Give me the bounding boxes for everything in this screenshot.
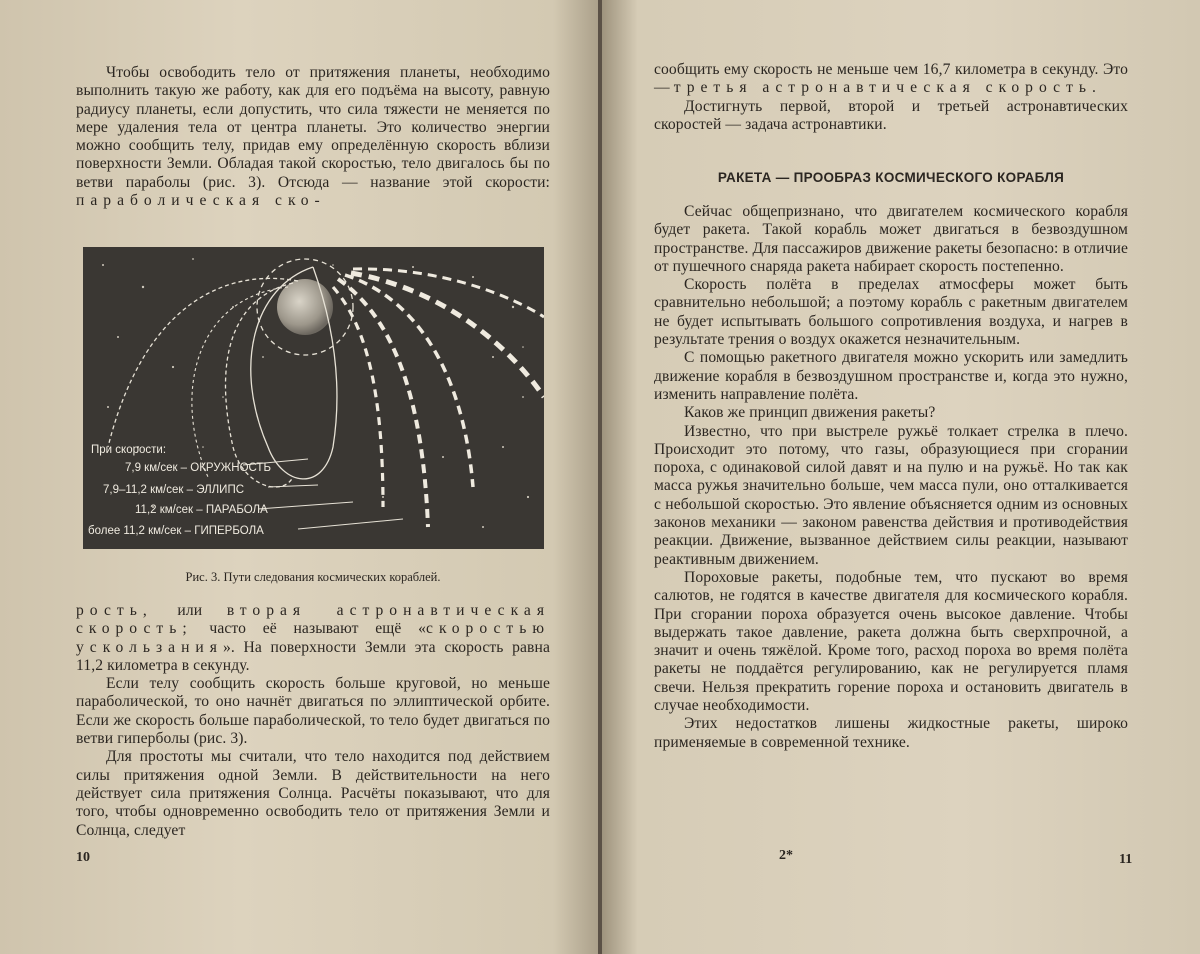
figure-caption: Рис. 3. Пути следования космических кораблей. [185, 570, 441, 584]
figure-label-hyperbola: более 11,2 км/сек – ГИПЕРБОЛА [88, 525, 264, 537]
paragraph: Скорость полёта в пределах атмосферы может быть сравнительно небольшой; а поэтому корабль с ракетным двигателем не будет испытывать большого сопротивления воздуха, и нагрев в результате трения о воздух окажется незначительным. [654, 276, 1128, 349]
figure-orbits [83, 247, 544, 549]
left-text-bottom [76, 602, 550, 840]
paragraph: Если телу сообщить скорость больше круговой, но меньше параболической, то оно начнёт двигаться по эллиптической орбите. Если же скорость больше параболической, то тело будет двигаться по ветви гиперболы (рис. 3). [76, 675, 550, 748]
spaced-term: рость, [76, 602, 153, 619]
paragraph [654, 61, 1128, 98]
page-number: 11 [1119, 852, 1133, 867]
figure-label-ellipse: 7,9–11,2 км/сек – ЭЛЛИПС [103, 484, 245, 496]
paragraph-text: ». На поверхности Земли эта скорость равна 11,2 километра в секунду. [76, 638, 550, 674]
left-text-top [76, 64, 550, 210]
paragraph-text: Чтобы освободить тело от притяжения планеты, необходимо выполнить такую же работу, как для его подъёма на высоту, равную радиусу планеты, если допустить, что сила тяжести не меняется по мере удаления тела от центра планеты. Это количество энергии можно сообщить телу, придав ему определённую скорость вблизи поверхности Земли. Обладая такой скоростью, тело двигалось бы по ветви параболы (рис. 3). Отсюда — название этой скорости: [76, 64, 550, 191]
paragraph: Известно, что при выстреле ружьё толкает стрелка в плечо. Происходит это потому, что газы, образующиеся при сгорании пороха, с одинаковой силой давят и на пулю и на ружьё. Но так как масса ружья значительно больше, чем масса пули, оно отталкивается с небольшой скоростью. Это явление объясняется одним из основных законов механики — законом равенства действия и противодействия реакции. Движение, вызванное действием силы реакции, называют реактивным движением. [654, 422, 1128, 568]
paragraph: Сейчас общепризнано, что двигателем космического корабля будет ракета. Такой корабль может двигаться в безвоздушном пространстве. Для пассажиров движение ракеты безопасно: в отличие от пушечного снаряда ракета набирает скорость постепенно. [654, 203, 1128, 275]
figure-label-parabola: 11,2 км/сек – ПАРАБОЛА [135, 504, 268, 516]
figure-label-circle: 7,9 км/сек – ОКРУЖНОСТЬ [125, 462, 272, 474]
paragraph [76, 64, 550, 210]
paragraph [76, 602, 550, 675]
spaced-term: третья астронавтическая скорость. [673, 79, 1102, 97]
paragraph: С помощью ракетного двигателя можно ускорить или замедлить движение корабля в безвоздушном пространстве и, когда это нужно, изменить направление полёта. [654, 349, 1128, 403]
paragraph-text: или [177, 602, 203, 619]
paragraph-text: часто её называют ещё « [209, 620, 427, 638]
spaced-term: скоростью ускользания [76, 620, 551, 656]
paragraph: Для простоты мы считали, что тело находится под действием силы притяжения одной Земли. В действительности на него действует сила притяжения Солнца. Расчёты показывают, что для того, чтобы одновременно освободить тело от притяжения Земли и Солнца, следует [76, 748, 550, 839]
right-page [602, 0, 1200, 954]
paragraph-text: сообщить ему скорость не меньше чем 16,7 километра в секунду. Это — [654, 61, 1128, 97]
spaced-term: параболическая ско- [76, 192, 326, 210]
paragraph: Пороховые ракеты, подобные тем, что пускают во время салютов, не годятся в качестве двигателя для космического корабля. При сгорании пороха образуется очень высокое давление. Чтобы выдержать такое давление, ракета должна быть сверхпрочной, а значит и очень тяжёлой. Кроме того, расход пороха во время полёта ракеты не поддаётся регулированию, как не регулируется пламя свечи. Нельзя прекратить горение пороха и остановить двигатель в случае необходимости. [654, 568, 1128, 715]
right-text-top [654, 61, 1128, 134]
paragraph: Каков же принцип движения ракеты? [684, 404, 936, 422]
paragraph: Достигнуть первой, второй и третьей астронавтических скоростей — задача астронавтики. [654, 97, 1128, 133]
section-heading: РАКЕТА — ПРООБРАЗ КОСМИЧЕСКОГО КОРАБЛЯ [717, 170, 1065, 185]
orbits-illustration [83, 247, 544, 549]
spaced-term: вторая астронавтическая скорость; [76, 602, 550, 638]
page-number: 10 [76, 850, 90, 865]
figure-label-header: При скорости: [91, 444, 167, 456]
right-text-body [654, 203, 1128, 752]
paragraph: Этих недостатков лишены жидкостные ракеты, широко применяемые в современной технике. [654, 715, 1128, 751]
signature-mark: 2* [779, 848, 793, 863]
